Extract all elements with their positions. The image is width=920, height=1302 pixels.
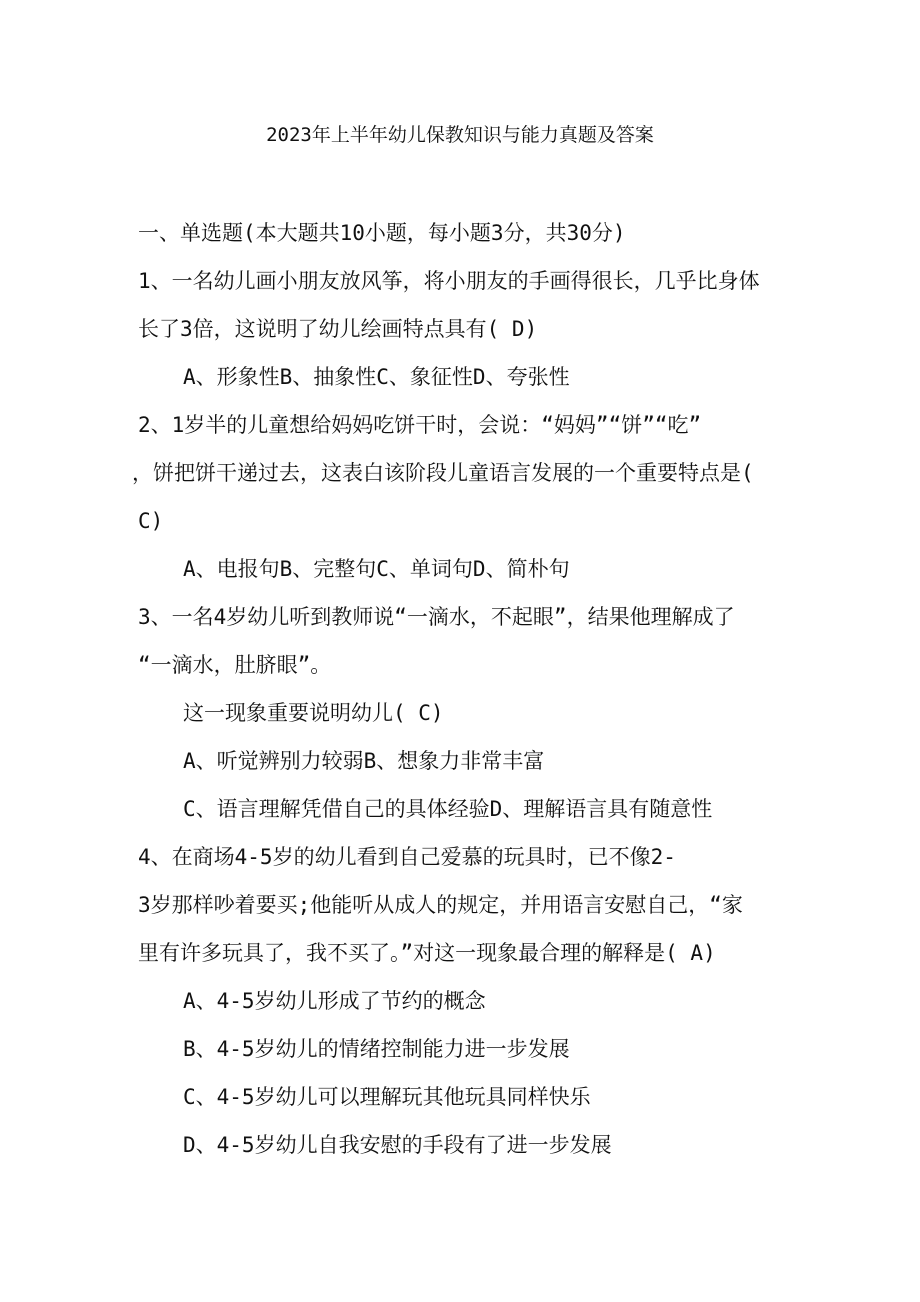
question-4-option-c: C、4-5岁幼儿可以理解玩其他玩具同样快乐 bbox=[183, 1085, 591, 1109]
question-3-stem-line-3: 这一现象重要说明幼儿( C) bbox=[183, 701, 444, 725]
question-1-options: A、形象性B、抽象性C、象征性D、夸张性 bbox=[183, 365, 570, 389]
section-heading: 一、单选题(本大题共10小题，每小题3分，共30分) bbox=[138, 221, 626, 245]
question-2-stem-line-1: 2、1岁半的儿童想给妈妈吃饼干时，会说：“妈妈”“饼”“吃” bbox=[138, 413, 702, 437]
question-4-stem-line-3: 里有许多玩具了，我不买了。”对这一现象最合理的解释是( A) bbox=[138, 941, 716, 965]
question-2-stem-line-2: ，饼把饼干递过去，这表白该阶段儿童语言发展的一个重要特点是( bbox=[132, 461, 754, 485]
question-3-stem-line-1: 3、一名4岁幼儿听到教师说“一滴水，不起眼”，结果他理解成了 bbox=[138, 605, 735, 629]
question-4-option-d: D、4-5岁幼儿自我安慰的手段有了进一步发展 bbox=[183, 1133, 612, 1157]
page-title: 2023年上半年幼儿保教知识与能力真题及答案 bbox=[266, 124, 654, 146]
question-1-stem-line-2: 长了3倍，这说明了幼儿绘画特点具有( D) bbox=[138, 317, 538, 341]
question-4-option-a: A、4-5岁幼儿形成了节约的概念 bbox=[183, 989, 486, 1013]
question-3-options-line-2: C、语言理解凭借自己的具体经验D、理解语言具有随意性 bbox=[183, 797, 713, 821]
question-4-stem-line-1: 4、在商场4-5岁的幼儿看到自己爱慕的玩具时，已不像2- bbox=[138, 845, 676, 869]
question-1-stem-line-1: 1、一名幼儿画小朋友放风筝，将小朋友的手画得很长，几乎比身体 bbox=[138, 269, 760, 293]
question-4-stem-line-2: 3岁那样吵着要买;他能听从成人的规定，并用语言安慰自己，“家 bbox=[138, 893, 743, 917]
question-3-stem-line-2: “一滴水，肚脐眼”。 bbox=[138, 653, 332, 677]
question-2-stem-line-3: C) bbox=[138, 509, 164, 533]
question-3-options-line-1: A、听觉辨别力较弱B、想象力非常丰富 bbox=[183, 749, 545, 773]
question-2-options: A、电报句B、完整句C、单词句D、简朴句 bbox=[183, 557, 570, 581]
question-4-option-b: B、4-5岁幼儿的情绪控制能力进一步发展 bbox=[183, 1037, 570, 1061]
